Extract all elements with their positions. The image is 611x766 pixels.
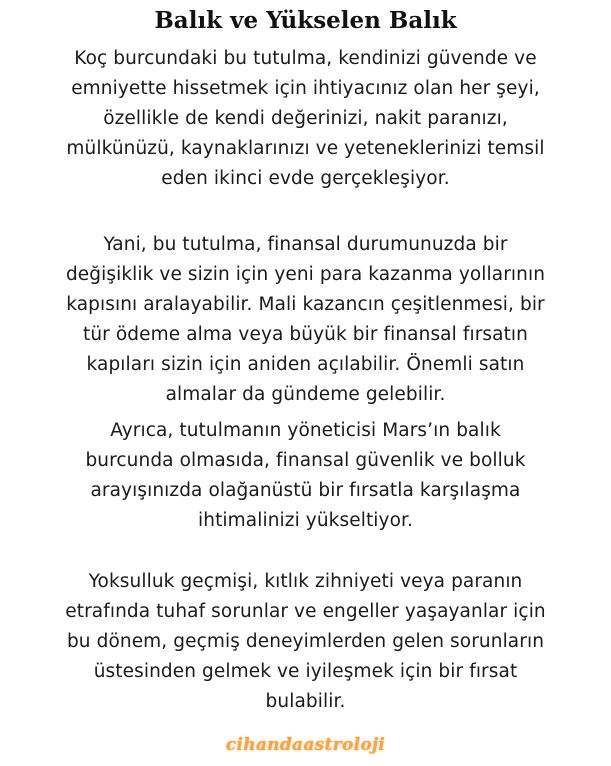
paragraph-line: bulabilir. bbox=[265, 691, 346, 712]
paragraph-1 bbox=[0, 44, 611, 194]
paragraph-line: etrafında tuhaf sorunlar ve engeller yaşayanlar için bbox=[65, 601, 546, 622]
paragraph-line: bu dönem, geçmiş deneyimlerden gelen sorunların bbox=[66, 631, 545, 652]
paragraph-line: kapısını aralayabilir. Mali kazancın çeşitlenmesi, bir bbox=[66, 294, 545, 315]
paragraph-line: tür ödeme alma veya büyük bir finansal fırsatın bbox=[83, 324, 528, 345]
paragraph-line: üstesinden gelmek ve iyileşmek için bir fırsat bbox=[93, 661, 518, 682]
paragraph-line: almalar da gündeme gelebilir. bbox=[165, 384, 446, 405]
paragraph-line: Yani, bu tutulma, finansal durumunuzda bir bbox=[103, 234, 508, 255]
paragraph-line: mülkünüzü, kaynaklarınızı ve yeteneklerinizi temsil bbox=[66, 138, 545, 159]
paragraph-line: arayışınızda olağanüstü bir fırsatla karşılaşma bbox=[90, 480, 521, 501]
paragraph-line: Ayrıca, tutulmanın yöneticisi Mars’ın balık bbox=[110, 420, 501, 441]
paragraph-line: özellikle de kendi değerinizi, nakit paranızı, bbox=[103, 108, 508, 129]
paragraph-2 bbox=[0, 230, 611, 410]
paragraph-line: kapıları sizin için aniden açılabilir. Önemli satın bbox=[86, 354, 525, 375]
paragraph-line: ihtimalinizi yükseltiyor. bbox=[198, 510, 413, 531]
watermark-signature: cihandaastroloji bbox=[225, 735, 386, 755]
page-title: Balık ve Yükselen Balık bbox=[154, 7, 457, 34]
paragraph-line: eden ikinci evde gerçekleşiyor. bbox=[161, 168, 450, 189]
paragraph-line: Yoksulluk geçmişi, kıtlık zihniyeti veya paranın bbox=[88, 571, 523, 592]
paragraph-line: Koç burcundaki bu tutulma, kendinizi güvende ve bbox=[74, 48, 537, 69]
paragraph-line: burcunda olmasıda, finansal güvenlik ve bolluk bbox=[85, 450, 526, 471]
paragraph-3 bbox=[0, 416, 611, 536]
paragraph-line: emniyette hissetmek için ihtiyacınız olan her şeyi, bbox=[71, 78, 540, 99]
paragraph-4 bbox=[0, 567, 611, 717]
paragraph-line: değişiklik ve sizin için yeni para kazanma yollarının bbox=[65, 264, 546, 285]
